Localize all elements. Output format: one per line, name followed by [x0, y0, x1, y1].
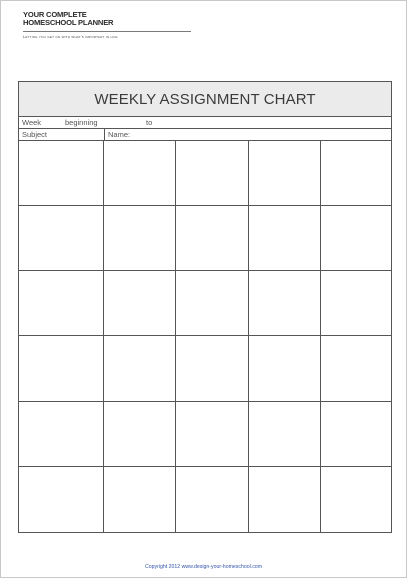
assignment-cell	[321, 467, 391, 532]
assignment-cell	[249, 141, 321, 206]
assignment-cell	[19, 271, 104, 336]
week-label: Week	[22, 118, 42, 127]
assignment-cell	[104, 271, 176, 336]
assignment-cell	[176, 141, 249, 206]
assignment-cell	[19, 141, 104, 206]
assignment-cell	[176, 402, 249, 467]
copyright-footer: Copyright 2012 www.design-your-homeschool.com	[144, 564, 263, 570]
assignment-grid	[19, 141, 391, 532]
brand-name-line2: HOMESCHOOL PLANNER	[23, 18, 114, 27]
weekly-assignment-chart	[18, 81, 392, 533]
assignment-cell	[249, 402, 321, 467]
assignment-cell	[176, 467, 249, 532]
beginning-label: beginning	[65, 118, 98, 127]
assignment-cell	[321, 271, 391, 336]
assignment-cell	[176, 271, 249, 336]
week-row	[19, 117, 391, 129]
assignment-cell	[19, 467, 104, 532]
header-divider	[23, 31, 191, 32]
subject-name-divider	[104, 129, 105, 140]
page-header	[23, 10, 393, 39]
chart-title: WEEKLY ASSIGNMENT CHART	[94, 90, 316, 108]
assignment-cell	[104, 206, 176, 271]
assignment-cell	[176, 336, 249, 401]
subject-label: Subject	[22, 130, 48, 139]
name-label: Name:	[108, 130, 131, 139]
assignment-cell	[104, 402, 176, 467]
brand-tagline: Letting you get on with what's important in life	[23, 34, 118, 39]
assignment-cell	[249, 467, 321, 532]
assignment-cell	[321, 336, 391, 401]
assignment-cell	[321, 206, 391, 271]
assignment-cell	[104, 141, 176, 206]
assignment-cell	[249, 336, 321, 401]
assignment-cell	[104, 467, 176, 532]
assignment-cell	[176, 206, 249, 271]
brand-name-line1: YOUR COMPLETE	[23, 10, 87, 19]
assignment-cell	[249, 271, 321, 336]
assignment-cell	[19, 336, 104, 401]
assignment-cell	[249, 206, 321, 271]
chart-title-band	[19, 82, 391, 117]
subject-row	[19, 129, 391, 141]
assignment-cell	[321, 402, 391, 467]
assignment-cell	[19, 402, 104, 467]
assignment-cell	[104, 336, 176, 401]
assignment-cell	[19, 206, 104, 271]
assignment-cell	[321, 141, 391, 206]
to-label: to	[146, 118, 153, 127]
